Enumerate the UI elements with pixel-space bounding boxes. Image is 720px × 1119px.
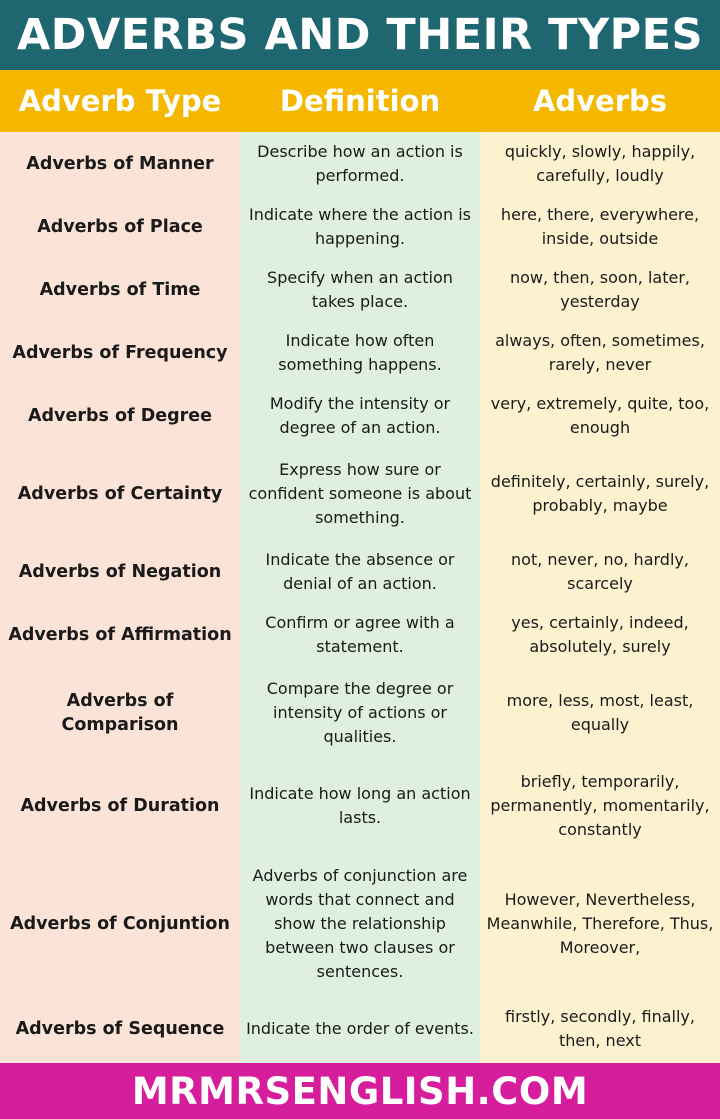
adverb-type-cell: Adverbs of Negation <box>18 561 222 582</box>
table-row <box>0 447 720 540</box>
table-body <box>0 132 720 1063</box>
adverb-type-cell: Adverbs of Frequency <box>12 342 228 363</box>
table-row <box>0 321 720 384</box>
definition-cell: Express how sure or confident someone is about something. <box>248 459 472 527</box>
website-url: MRMRSENGLISH.COM <box>131 1069 589 1113</box>
definition-cell: Confirm or agree with a statement. <box>265 612 455 656</box>
adverb-type-cell: Adverbs of Degree <box>27 405 213 426</box>
adverbs-cell: quickly, slowly, happily, carefully, loudly <box>504 141 696 185</box>
table-row <box>0 132 720 195</box>
table-row <box>0 995 720 1063</box>
adverbs-cell: always, often, sometimes, rarely, never <box>495 330 705 374</box>
adverb-type-cell: Adverbs of Affirmation <box>8 624 232 645</box>
adverb-type-cell: Adverbs of Comparison <box>61 690 179 735</box>
title-banner <box>0 0 720 70</box>
definition-cell: Modify the intensity or degree of an action. <box>269 393 451 437</box>
adverbs-cell: However, Nevertheless, Meanwhile, Therefore, Thus, Moreover, <box>486 889 714 957</box>
adverbs-cell: firstly, secondly, finally, then, next <box>505 1007 695 1050</box>
adverbs-cell: definitely, certainly, surely, probably, maybe <box>490 471 710 515</box>
adverb-type-cell: Adverbs of Conjuntion <box>10 913 230 934</box>
table-row <box>0 852 720 995</box>
definition-cell: Describe how an action is performed. <box>257 141 463 185</box>
adverbs-cell: now, then, soon, later, yesterday <box>509 267 690 311</box>
adverb-type-cell: Adverbs of Manner <box>26 153 214 174</box>
adverbs-cell: more, less, most, least, equally <box>506 690 694 734</box>
adverbs-cell: very, extremely, quite, too, enough <box>490 393 710 437</box>
header-adverb-type: Adverb Type <box>18 84 222 118</box>
table-row <box>0 195 720 258</box>
header-definition: Definition <box>279 84 441 118</box>
adverb-type-cell: Adverbs of Place <box>37 216 203 237</box>
table-row <box>0 258 720 321</box>
definition-cell: Indicate the absence or denial of an action. <box>265 549 455 593</box>
adverb-type-cell: Adverbs of Time <box>39 279 201 300</box>
definition-cell: Specify when an action takes place. <box>267 267 453 311</box>
footer-banner <box>0 1063 720 1119</box>
adverb-type-cell: Adverbs of Duration <box>20 795 220 816</box>
table-row <box>0 759 720 852</box>
definition-cell: Compare the degree or intensity of actions or qualities. <box>266 678 454 746</box>
definition-cell: Indicate the order of events. <box>246 1019 474 1038</box>
adverb-type-cell: Adverbs of Certainty <box>17 483 223 504</box>
adverb-type-cell: Adverbs of Sequence <box>15 1019 225 1039</box>
table-row <box>0 384 720 447</box>
table-row <box>0 603 720 666</box>
adverbs-cell: not, never, no, hardly, scarcely <box>511 549 689 593</box>
header-adverbs: Adverbs <box>532 84 668 118</box>
definition-cell: Adverbs of conjunction are words that connect and show the relationship between two clauses or sentences. <box>252 865 468 981</box>
adverbs-cell: here, there, everywhere, inside, outside <box>500 204 700 248</box>
table-header <box>0 70 720 132</box>
page-title: ADVERBS AND THEIR TYPES <box>17 10 703 60</box>
definition-cell: Indicate how long an action lasts. <box>249 783 471 827</box>
definition-cell: Indicate how often something happens. <box>278 330 442 374</box>
adverbs-cell: briefly, temporarily, permanently, momentarily, constantly <box>490 771 710 839</box>
table-row <box>0 666 720 759</box>
adverbs-cell: yes, certainly, indeed, absolutely, surely <box>511 612 689 656</box>
table-row <box>0 540 720 603</box>
definition-cell: Indicate where the action is happening. <box>249 204 471 248</box>
